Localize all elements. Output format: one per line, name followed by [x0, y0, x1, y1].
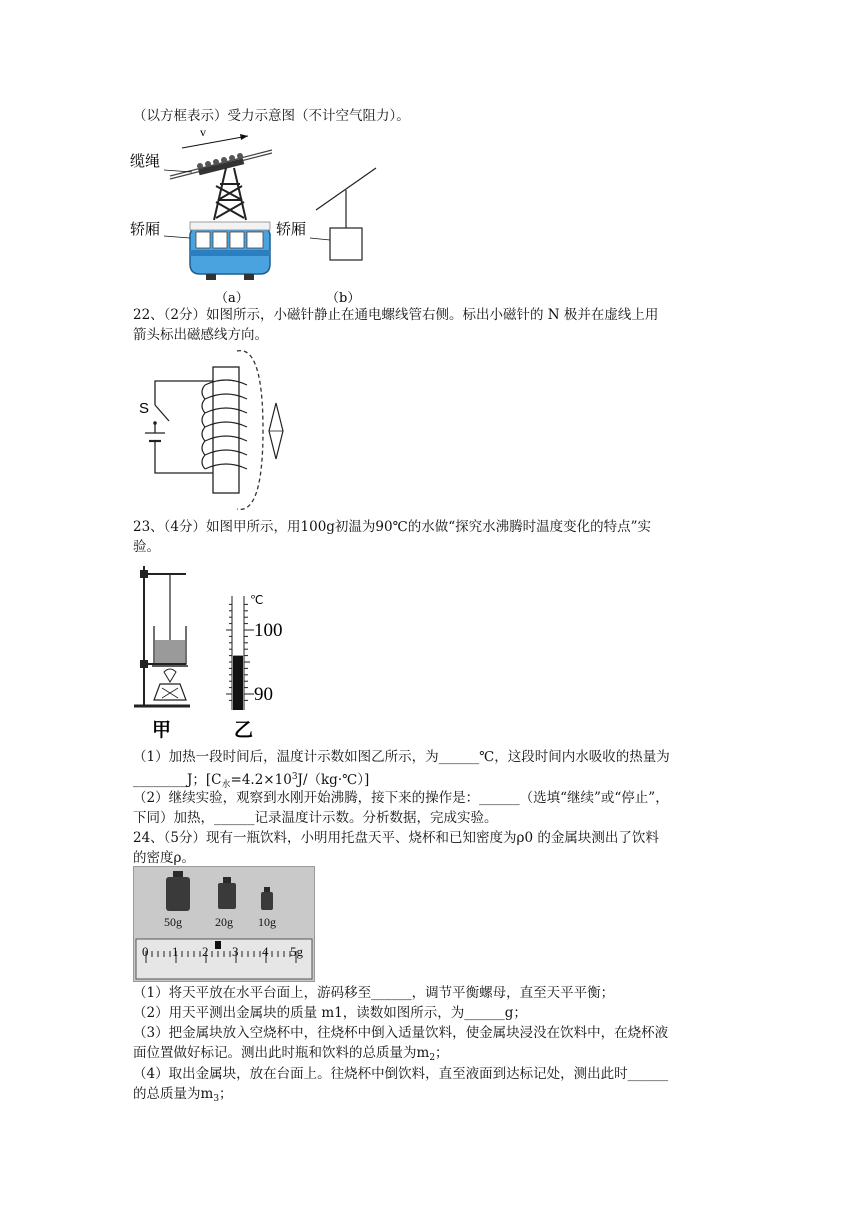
ruler-label-4: 4	[262, 944, 269, 959]
q21-intro: （以方框表示）受力示意图（不计空气阻力）。	[133, 108, 410, 124]
balance-photo	[133, 866, 315, 982]
boiling-figure	[130, 560, 300, 745]
hanger-frame	[214, 168, 246, 220]
weight-20g	[218, 877, 236, 909]
cable-label: 缆绳	[130, 152, 161, 170]
fig-yi-label: 乙	[234, 719, 254, 741]
q24-step4-sub: 3	[213, 1094, 220, 1104]
ruler-label-2: 2	[202, 944, 209, 959]
weight-10g	[261, 887, 273, 910]
weight-50g	[166, 871, 190, 911]
solenoid-figure	[135, 345, 295, 515]
q23-p1-c: =4.2×10	[230, 772, 292, 788]
q22-line1: 22、（2分）如图所示，小磁针静止在通电螺线管右侧。标出小磁针的 N 极并在虚线上用	[133, 307, 659, 323]
q24-step4-b: 的总质量为m	[133, 1086, 214, 1102]
q22-line2: 箭头标出磁感线方向。	[133, 327, 268, 343]
cabin	[190, 222, 270, 280]
q23-p1-d: J/（kg·℃）]	[297, 772, 370, 788]
q24-step3-a: （3）把金属块放入空烧杯中，往烧杯中倒入适量饮料，使金属块浸没在饮料中，在烧杯液	[133, 1025, 669, 1041]
q24-step4-end: ；	[219, 1086, 233, 1102]
switch-label: S	[139, 400, 150, 417]
caption-a: （a）	[215, 291, 249, 306]
thermometer	[226, 596, 254, 710]
q23-line1: 23、（4分）如图甲所示，用100g初温为90℃的水做“探究水沸腾时温度变化的特点”实	[133, 519, 652, 535]
q23-p1-b: ________J；[C	[133, 772, 222, 788]
cable-car-figure	[130, 124, 390, 306]
ruler-label-5g: 5g	[290, 944, 303, 959]
q24-step3-b: 面位置做好标记。测出此时瓶和饮料的总质量为m	[133, 1045, 430, 1061]
tick-label-90: 90	[254, 684, 273, 705]
fig-jia-label: 甲	[152, 719, 172, 741]
q23-line2: 验。	[133, 539, 160, 555]
scale-rider	[215, 941, 221, 949]
magnetic-field-line	[237, 351, 263, 510]
cabin-label-a: 轿厢	[130, 220, 161, 238]
scale-ruler	[136, 939, 312, 979]
q23-p1-sub: 水	[221, 780, 231, 790]
caption-b: （b）	[326, 291, 361, 306]
q23-p2-b: 下同）加热，______记录温度计示数。分析数据，完成实验。	[133, 810, 498, 826]
q24-step4-a: （4）取出金属块，放在台面上。往烧杯中倒饮料，直至液面到达标记处，测出此时______	[133, 1066, 669, 1082]
q24-line2: 的密度ρ。	[133, 850, 195, 866]
ruler-label-0: 0	[142, 944, 149, 959]
q24-step3-end: ；	[435, 1045, 449, 1061]
q23-p2-a: （2）继续实验，观察到水刚开始沸腾，接下来的操作是：______（选填“继续”或“停止”，	[133, 790, 669, 806]
cabin-label-b: 轿厢	[276, 220, 307, 238]
ruler-label-1: 1	[172, 944, 179, 959]
q23-p1-sup: 3	[291, 772, 298, 782]
q23-p1-a: （1）加热一段时间后，温度计示数如图乙所示，为______℃，这段时间内水吸收的热量为	[133, 749, 670, 765]
solenoid-core	[213, 367, 239, 493]
mercury-column	[233, 656, 243, 710]
velocity-label: v	[200, 125, 206, 139]
trolley	[197, 153, 244, 175]
alcohol-lamp	[154, 684, 186, 700]
tick-label-100: 100	[254, 620, 283, 641]
ruler-label-3: 3	[232, 944, 239, 959]
velocity-arrow	[182, 136, 248, 148]
cabin-box-b	[330, 228, 362, 260]
weight-label-10g: 10g	[258, 915, 276, 929]
q24-step1: （1）将天平放在水平台面上，游码移至______，调节平衡螺母，直至天平平衡；	[133, 985, 615, 1001]
q24-step3-sub: 2	[429, 1053, 436, 1063]
weight-label-20g: 20g	[215, 915, 233, 929]
q24-step4-line2	[133, 1084, 233, 1109]
q24-line1: 24、（5分）现有一瓶饮料，小明用托盘天平、烧杯和已知密度为ρ0 的金属块测出了饮料	[133, 830, 659, 846]
q24-step2: （2）用天平测出金属块的质量 m1，读数如图所示，为______g；	[133, 1005, 527, 1021]
switch-blade	[155, 405, 169, 421]
thermo-unit: ℃	[250, 593, 264, 607]
weight-label-50g: 50g	[164, 915, 182, 929]
